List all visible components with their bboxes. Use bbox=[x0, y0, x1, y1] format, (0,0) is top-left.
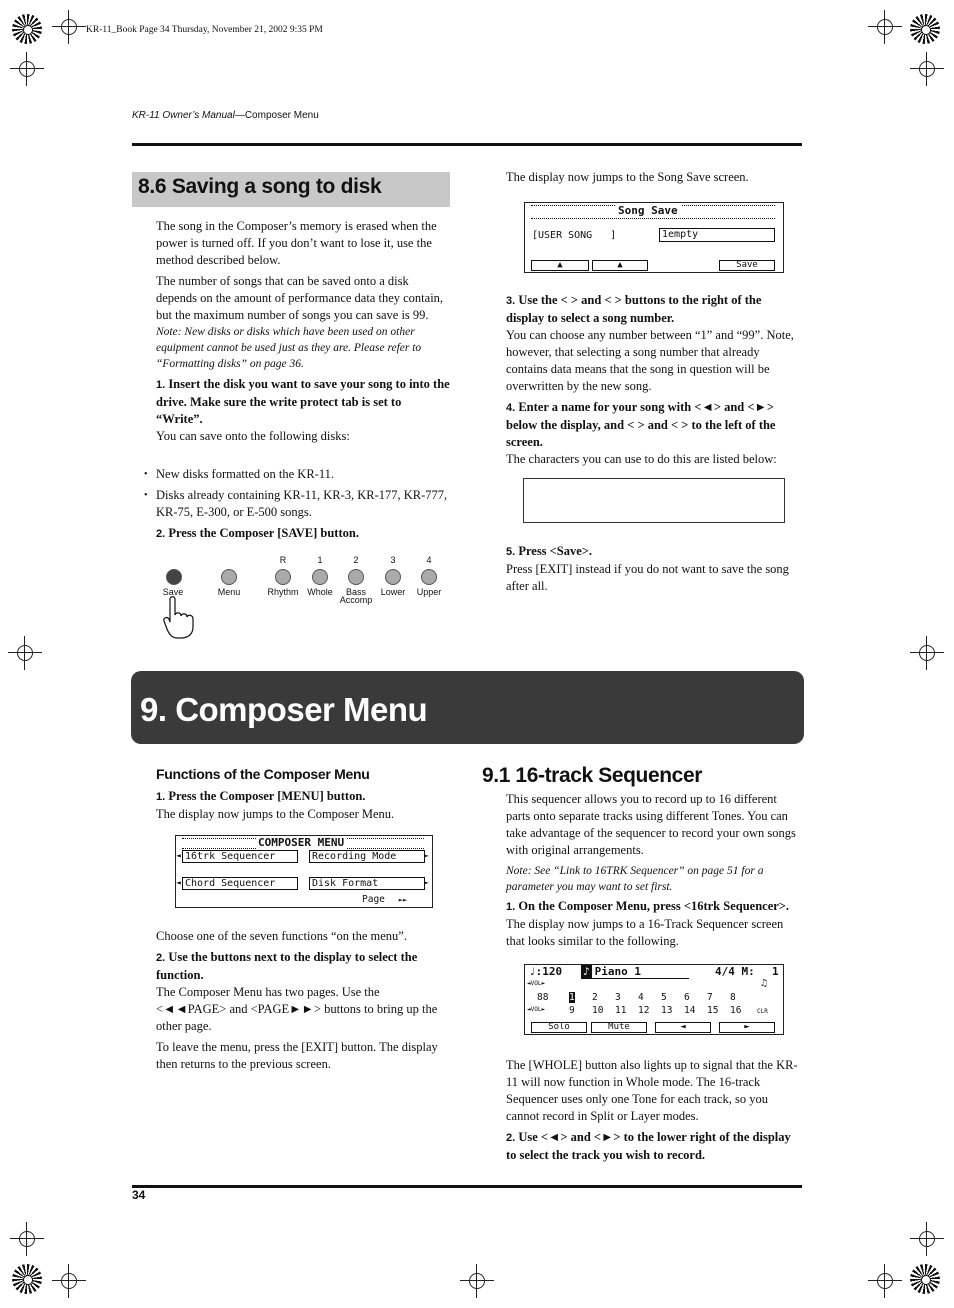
panel-number-r: R bbox=[279, 555, 287, 565]
running-head-sep: — bbox=[234, 110, 245, 121]
master-volume: 88 bbox=[537, 992, 549, 1003]
crop-mark-icon bbox=[52, 1264, 86, 1298]
save-softkey[interactable]: Save bbox=[719, 260, 775, 271]
composer-panel-illustration bbox=[148, 555, 448, 640]
vol-label: VOL bbox=[530, 980, 542, 987]
double-arrow-right-icon: ►► bbox=[398, 896, 408, 904]
step-text: Press the Composer [MENU] button. bbox=[168, 789, 366, 803]
meter-readout: 4/4 M: bbox=[715, 965, 755, 978]
track-15[interactable]: 15 bbox=[707, 1005, 719, 1016]
running-head-manual: KR-11 Owner’s Manual bbox=[132, 110, 235, 121]
step-number: 1. bbox=[156, 379, 166, 391]
solo-softkey[interactable]: Solo bbox=[531, 1022, 587, 1033]
menu-button[interactable] bbox=[221, 569, 237, 585]
song-save-steps bbox=[506, 292, 802, 468]
paragraph: You can choose any number between “1” and “99”. Note, however, that selecting a song number that already contains data means that the song in question will be overwritten by the new song. bbox=[506, 328, 794, 393]
crop-mark-icon bbox=[460, 1264, 494, 1298]
track-11[interactable]: 11 bbox=[615, 1005, 627, 1016]
composer-menu-lcd bbox=[175, 835, 433, 908]
step-number: 2. bbox=[156, 952, 166, 964]
step-number: 2. bbox=[506, 1132, 516, 1144]
crop-mark-icon bbox=[868, 10, 902, 44]
arrow-left-icon: ◄ bbox=[176, 878, 181, 887]
step-number: 3. bbox=[506, 295, 516, 307]
step-text: Use the buttons next to the display to select the function. bbox=[156, 950, 418, 982]
menu-item-16trk-sequencer[interactable]: 16trk Sequencer bbox=[182, 850, 298, 863]
section-8-6-heading bbox=[132, 172, 450, 207]
save-button[interactable] bbox=[166, 569, 182, 585]
clear-label: CLR bbox=[757, 1008, 768, 1015]
upper-label: Upper bbox=[416, 587, 442, 597]
rhythm-button[interactable] bbox=[275, 569, 291, 585]
track-3[interactable]: 3 bbox=[615, 992, 621, 1003]
step-1 bbox=[156, 376, 450, 428]
paragraph: This sequencer allows you to record up to 16 different parts onto separate tracks using different Tones. You can take advantage of the sequencer to record your own songs with original arrangements. bbox=[506, 792, 796, 857]
panel-number-2: 2 bbox=[353, 555, 359, 565]
page-number: 34 bbox=[132, 1188, 146, 1202]
menu-label: Menu bbox=[217, 587, 241, 597]
list-item: • Disks already containing KR-11, KR-3, KR-177, KR-777, KR-75, E-300, or E-500 songs. bbox=[132, 487, 452, 521]
step-1 bbox=[506, 898, 802, 916]
vol-label-top: ◄VOL► bbox=[527, 980, 546, 987]
pointing-hand-icon bbox=[162, 595, 196, 639]
step-3 bbox=[506, 292, 802, 327]
whole-label: Whole bbox=[307, 587, 333, 597]
rhythm-label: Rhythm bbox=[267, 587, 299, 597]
track-9[interactable]: 9 bbox=[569, 1005, 575, 1016]
paragraph: The song in the Composer’s memory is erased when the power is turned off. If you don’t want to lose it, use the method described below. bbox=[156, 219, 437, 267]
page-label: Page bbox=[362, 894, 385, 905]
step-number: 4. bbox=[506, 402, 516, 414]
section-9-1-heading: 9.1 16-track Sequencer bbox=[482, 764, 702, 787]
step-2 bbox=[506, 1129, 802, 1164]
functions-body bbox=[156, 928, 450, 1073]
track-16[interactable]: 16 bbox=[730, 1005, 742, 1016]
print-header: KR-11_Book Page 34 Thursday, November 21, 2002 9:35 PM bbox=[86, 25, 323, 35]
metronome-icon: ♫ bbox=[761, 978, 768, 989]
functions-step1-block bbox=[156, 788, 450, 823]
save-label: Save bbox=[162, 587, 184, 597]
track-14[interactable]: 14 bbox=[684, 1005, 696, 1016]
paragraph: Choose one of the seven functions “on the menu”. bbox=[156, 929, 407, 943]
bass-label: Bass bbox=[345, 587, 366, 597]
track-10[interactable]: 10 bbox=[592, 1005, 604, 1016]
tempo-readout: ♩:120 bbox=[529, 965, 563, 978]
paragraph: The Composer Menu has two pages. Use the <◄◄PAGE> and <PAGE►►> buttons to bring up the other page. bbox=[156, 985, 438, 1033]
sequencer-lcd bbox=[524, 964, 784, 1035]
track-4[interactable]: 4 bbox=[638, 992, 644, 1003]
paragraph: The number of songs that can be saved onto a disk depends on the amount of performance data they contain, but the maximum number of songs you can save is 99. bbox=[156, 274, 444, 322]
note-icon: ♪ bbox=[583, 965, 590, 978]
step-2 bbox=[156, 525, 450, 543]
section-9-1-body-2 bbox=[506, 1057, 802, 1164]
list-item: • New disks formatted on the KR-11. bbox=[132, 466, 452, 483]
track-2[interactable]: 2 bbox=[592, 992, 598, 1003]
registration-rosette-top-right bbox=[910, 14, 940, 44]
page-button[interactable] bbox=[362, 894, 407, 905]
functions-heading: Functions of the Composer Menu bbox=[156, 766, 370, 782]
crop-mark-icon bbox=[910, 636, 944, 670]
step-text: Press <Save>. bbox=[518, 544, 593, 558]
registration-rosette-bottom-right bbox=[910, 1264, 940, 1294]
track-1[interactable]: 1 bbox=[569, 992, 575, 1003]
character-table-box bbox=[523, 478, 785, 523]
paragraph: The characters you can use to do this are listed below: bbox=[506, 452, 777, 466]
vol-label-bottom: ◄VOL► bbox=[527, 1006, 546, 1013]
paragraph: The display now jumps to a 16-Track Sequencer screen that looks similar to the following. bbox=[506, 917, 784, 948]
crop-mark-icon bbox=[10, 52, 44, 86]
arrow-right-icon: ► bbox=[424, 878, 429, 887]
track-6[interactable]: 6 bbox=[684, 992, 690, 1003]
track-8[interactable]: 8 bbox=[730, 992, 736, 1003]
top-rule bbox=[132, 143, 802, 146]
whole-button[interactable] bbox=[312, 569, 328, 585]
tone-label: Piano 1 bbox=[594, 965, 641, 978]
panel-number-3: 3 bbox=[390, 555, 396, 565]
step-2 bbox=[156, 949, 450, 984]
accomp-label: Accomp bbox=[339, 595, 373, 605]
track-right-softkey[interactable]: ► bbox=[719, 1022, 775, 1033]
step-text: Enter a name for your song with <◄> and <►> below the display, and < > and < > to the left of the screen. bbox=[506, 400, 776, 449]
menu-item-chord-sequencer[interactable]: Chord Sequencer bbox=[182, 877, 298, 890]
step-text: Use the < > and < > buttons to the right of the display to select a song number. bbox=[506, 293, 762, 325]
step-number: 5. bbox=[506, 546, 516, 558]
registration-rosette-bottom-left bbox=[12, 1264, 42, 1294]
step-text: Press the Composer [SAVE] button. bbox=[168, 526, 359, 540]
disk-list bbox=[132, 466, 452, 521]
step-number: 2. bbox=[156, 528, 166, 540]
section-8-6-left-body bbox=[156, 218, 450, 449]
lower-label: Lower bbox=[380, 587, 406, 597]
step-5-block bbox=[506, 543, 802, 595]
upper-button[interactable] bbox=[421, 569, 437, 585]
vol-label: VOL bbox=[530, 1006, 542, 1013]
tone-name bbox=[581, 965, 689, 979]
track-12[interactable]: 12 bbox=[638, 1005, 650, 1016]
cursor-up-button[interactable]: ▲ bbox=[531, 260, 589, 271]
track-left-softkey[interactable]: ◄ bbox=[655, 1022, 711, 1033]
lcd-title: COMPOSER MENU bbox=[258, 836, 345, 849]
song-save-lcd bbox=[524, 202, 784, 273]
crop-mark-icon bbox=[910, 1222, 944, 1256]
step-text: On the Composer Menu, press <16trk Sequencer>. bbox=[518, 899, 790, 913]
paragraph: The [WHOLE] button also lights up to signal that the KR-11 will now function in Whole mode. The 16-track Sequencer uses only one Tone for each track, so you cannot record in Split or Layer modes. bbox=[506, 1058, 798, 1123]
menu-item-disk-format[interactable]: Disk Format bbox=[309, 877, 425, 890]
paragraph: To leave the menu, press the [EXIT] button. The display then returns to the previous screen. bbox=[156, 1040, 438, 1071]
step-4 bbox=[506, 399, 802, 451]
panel-number-4: 4 bbox=[426, 555, 432, 565]
song-number-text: empty bbox=[668, 229, 699, 240]
note: Note: New disks or disks which have been used on other equipment cannot be used just as they are. Please refer to “Formatting disks” on page 36. bbox=[156, 326, 422, 370]
mute-softkey[interactable]: Mute bbox=[591, 1022, 647, 1033]
song-number: 1 bbox=[662, 229, 669, 240]
running-head-section: Composer Menu bbox=[244, 110, 319, 121]
crop-mark-icon bbox=[910, 52, 944, 86]
registration-rosette-top-left bbox=[12, 14, 42, 44]
step-text: Insert the disk you want to save your song to into the drive. Make sure the write protect tab is set to “Write”. bbox=[156, 377, 450, 426]
song-save-intro: The display now jumps to the Song Save screen. bbox=[506, 170, 749, 184]
menu-item-recording-mode[interactable]: Recording Mode bbox=[309, 850, 425, 863]
paragraph: You can save onto the following disks: bbox=[156, 429, 350, 443]
crop-mark-icon bbox=[8, 636, 42, 670]
crop-mark-icon bbox=[52, 10, 86, 44]
step-number: 1. bbox=[156, 791, 166, 803]
lower-button[interactable] bbox=[385, 569, 401, 585]
lcd-title: Song Save bbox=[615, 204, 681, 217]
song-name-field: [USER SONG ] bbox=[532, 230, 617, 241]
chapter-title: 9. Composer Menu bbox=[140, 691, 428, 728]
arrow-right-icon: ► bbox=[424, 851, 429, 860]
bottom-rule bbox=[132, 1185, 802, 1188]
measure-readout: 1 bbox=[772, 965, 779, 978]
step-number: 1. bbox=[506, 901, 516, 913]
step-text: Use <◄> and <►> to the lower right of the display to select the track you wish to record. bbox=[506, 1130, 791, 1162]
panel-number-1: 1 bbox=[317, 555, 323, 565]
bass-accomp-button[interactable] bbox=[348, 569, 364, 585]
track-7[interactable]: 7 bbox=[707, 992, 713, 1003]
step-5 bbox=[506, 543, 802, 561]
crop-mark-icon bbox=[868, 1264, 902, 1298]
chapter-banner bbox=[131, 671, 804, 744]
section-9-1-body bbox=[506, 791, 802, 950]
song-number-field[interactable] bbox=[659, 228, 775, 242]
paragraph: Press [EXIT] instead if you do not want to save the song after all. bbox=[506, 562, 789, 593]
note: Note: See “Link to 16TRK Sequencer” on page 51 for a parameter you may want to set first. bbox=[506, 865, 764, 893]
arrow-left-icon: ◄ bbox=[176, 851, 181, 860]
running-head bbox=[132, 110, 319, 121]
crop-mark-icon bbox=[10, 1222, 44, 1256]
cursor-up-button-2[interactable]: ▲ bbox=[592, 260, 648, 271]
track-13[interactable]: 13 bbox=[661, 1005, 673, 1016]
track-5[interactable]: 5 bbox=[661, 992, 667, 1003]
section-8-6-title: 8.6 Saving a song to disk bbox=[138, 175, 382, 198]
paragraph: The display now jumps to the Composer Menu. bbox=[156, 807, 395, 821]
step-1 bbox=[156, 788, 450, 806]
